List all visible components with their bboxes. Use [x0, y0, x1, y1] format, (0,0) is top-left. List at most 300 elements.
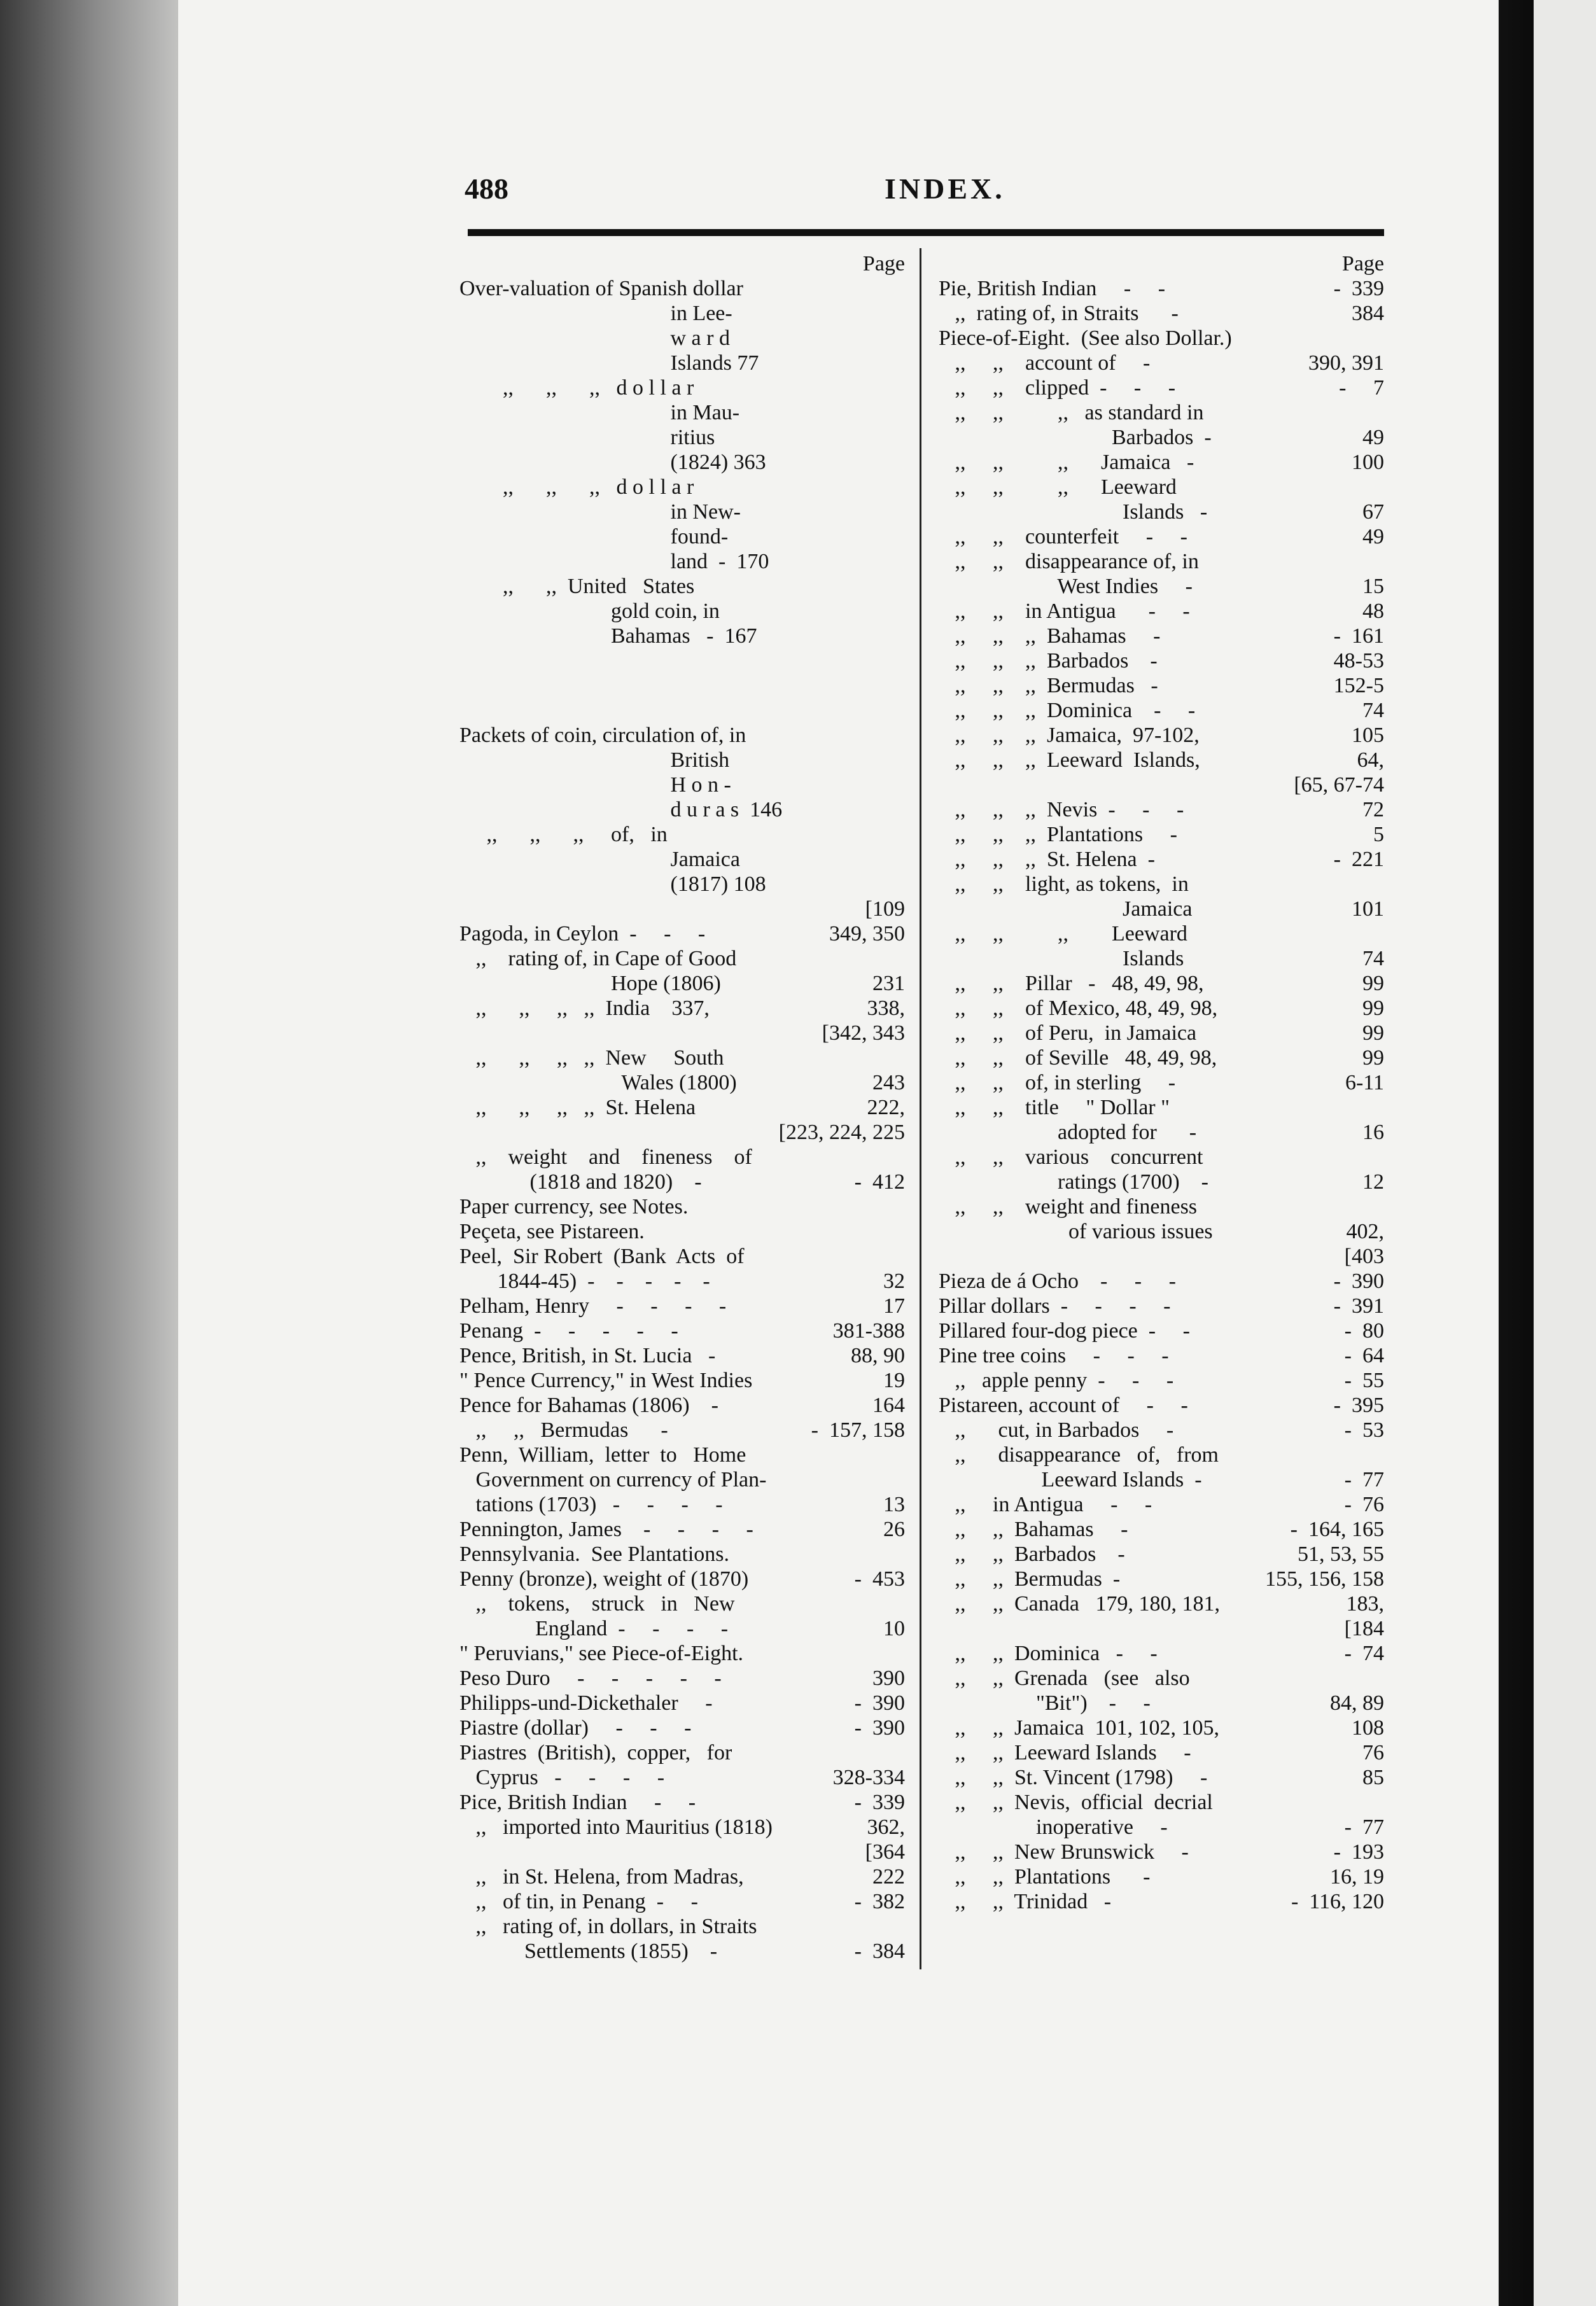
index-entry-line [459, 475, 905, 500]
entry-page-ref: 384 [1352, 302, 1384, 325]
index-entry-line [459, 897, 905, 921]
index-entry-line [459, 673, 905, 698]
entry-text: adopted for - [939, 1121, 1197, 1144]
index-entry-line [939, 797, 1384, 822]
index-entry-line [939, 301, 1384, 326]
entry-page-ref: [403 [1344, 1245, 1384, 1268]
entry-page-ref: 64, [1357, 748, 1384, 772]
entry-text: ,, ,, ,, ,, St. Helena [459, 1096, 696, 1119]
entry-page-ref: 12 [1362, 1170, 1384, 1194]
index-entry-line [459, 1939, 905, 1964]
page-number: 488 [465, 172, 508, 205]
index-entry-line [459, 1244, 905, 1269]
entry-text: ,, ,, light, as tokens, in [939, 872, 1189, 896]
index-entry-line [939, 748, 1384, 772]
index-entry-line [939, 375, 1384, 400]
entry-page-ref: 67 [1362, 500, 1384, 524]
index-entry-line [939, 1318, 1384, 1343]
entry-text: Peel, Sir Robert (Bank Acts of [459, 1245, 745, 1268]
entry-page-ref: - 116, 120 [1291, 1890, 1384, 1913]
entry-page-ref: - 77 [1344, 1468, 1384, 1492]
index-entry-line [939, 1740, 1384, 1765]
entry-page-ref: 51, 53, 55 [1298, 1542, 1384, 1566]
index-entry-line [459, 971, 905, 996]
entry-page-ref: 338, [867, 996, 905, 1020]
entry-text: Pistareen, account of - - [939, 1394, 1188, 1417]
index-entry-line [459, 822, 905, 847]
index-entry-line [939, 1492, 1384, 1517]
entry-text: (1817) 108 [459, 872, 766, 896]
entry-text: Barbados - [939, 426, 1212, 449]
entry-text: ,, ,, Pillar - 48, 49, 98, [939, 972, 1204, 995]
index-entry-line [459, 1889, 905, 1914]
index-entry-line [939, 1765, 1384, 1790]
index-entry-line [459, 698, 905, 723]
index-entry-line [459, 450, 905, 475]
entry-text: ,, ,, ,, Bahamas - [939, 624, 1161, 648]
entry-page-ref: 390, 391 [1308, 351, 1384, 375]
entry-page-ref: 402, [1346, 1220, 1384, 1243]
index-entry-line [939, 500, 1384, 524]
entry-text: Cyprus - - - - [459, 1766, 665, 1789]
index-entry-line [939, 1095, 1384, 1120]
entry-page-ref: 26 [883, 1518, 905, 1541]
entry-page-ref: - 164, 165 [1290, 1518, 1384, 1541]
index-entry-line [939, 1641, 1384, 1666]
index-entry-line [459, 1716, 905, 1740]
index-entry-line [939, 822, 1384, 847]
entry-page-ref: - 80 [1344, 1319, 1384, 1343]
entry-page-ref: 99 [1362, 1046, 1384, 1070]
index-entry-line [939, 1145, 1384, 1170]
index-entry-line [459, 772, 905, 797]
entry-text: Pennington, James - - - - [459, 1518, 753, 1541]
index-entry-line [459, 1194, 905, 1219]
index-entry-line [939, 921, 1384, 946]
index-entry-line [939, 1045, 1384, 1070]
entry-text: ,, ,, counterfeit - - [939, 525, 1187, 549]
index-entry-line [939, 847, 1384, 872]
entry-text: Over-valuation of Spanish dollar [459, 277, 743, 300]
entry-page-ref: 108 [1352, 1716, 1384, 1740]
entry-text: Paper currency, see Notes. [459, 1195, 689, 1219]
index-entry-line [939, 549, 1384, 574]
entry-text: ratings (1700) - [939, 1170, 1209, 1194]
entry-text: ,, ,, ,, ,, New South [459, 1046, 724, 1070]
index-entry-line [939, 1591, 1384, 1616]
index-entry-line [939, 1070, 1384, 1095]
entry-text: ritius [459, 426, 715, 449]
index-entry-line [939, 1616, 1384, 1641]
index-entry-line [939, 673, 1384, 698]
entry-page-ref: 15 [1362, 575, 1384, 598]
entry-text: Jamaica [459, 848, 740, 871]
entry-text: ,, ,, ,, d o l l a r [459, 475, 694, 499]
entry-page-ref: 84, 89 [1330, 1691, 1384, 1715]
entry-text: Packets of coin, circulation of, in [459, 723, 746, 747]
entry-text: in Lee- [459, 302, 732, 325]
entry-text: ,, ,, ,, Leeward [939, 922, 1187, 946]
index-entry-line [939, 872, 1384, 897]
entry-text: "Bit") - - [939, 1691, 1151, 1715]
index-entry-line [459, 1145, 905, 1170]
entry-text: tations (1703) - - - - [459, 1493, 723, 1516]
index-entry-line [459, 996, 905, 1021]
index-entry-line [939, 276, 1384, 301]
index-entry-line [939, 1194, 1384, 1219]
entry-page-ref: 101 [1352, 897, 1384, 921]
entry-page-ref: 48-53 [1333, 649, 1384, 673]
entry-text: Bahamas - 167 [459, 624, 757, 648]
entry-text: ,, ,, ,, as standard in [939, 401, 1204, 424]
index-entry-line [459, 648, 905, 673]
index-entry-line [459, 351, 905, 375]
entry-page-ref: - 77 [1344, 1815, 1384, 1839]
index-entry-line [459, 425, 905, 450]
entry-text: ,, ,, Grenada (see also [939, 1667, 1190, 1690]
entry-text: ,, ,, ,, ,, India 337, [459, 996, 710, 1020]
entry-text: Pence, British, in St. Lucia - [459, 1344, 716, 1367]
entry-page-ref: 100 [1352, 451, 1384, 474]
index-entry-line [939, 971, 1384, 996]
index-entry-line [459, 1170, 905, 1194]
entry-text: ,, ,, Bahamas - [939, 1518, 1128, 1541]
entry-page-ref: 32 [883, 1269, 905, 1293]
entry-page-ref: 222, [867, 1096, 905, 1119]
entry-page-ref: - 157, 158 [811, 1418, 905, 1442]
entry-page-ref: 16, 19 [1330, 1865, 1384, 1889]
entry-text: Jamaica [939, 897, 1193, 921]
index-entry-line [939, 1294, 1384, 1318]
index-entry-line [459, 1542, 905, 1567]
entry-page-ref: - 55 [1344, 1369, 1384, 1392]
entry-text: Islands 77 [459, 351, 759, 375]
entry-text: ,, ,, of Seville 48, 49, 98, [939, 1046, 1217, 1070]
entry-text: Leeward Islands - [939, 1468, 1202, 1492]
entry-page-ref: 6-11 [1345, 1071, 1384, 1094]
entry-text: in New- [459, 500, 741, 524]
index-entry-line [939, 723, 1384, 748]
entry-text: ,, rating of, in dollars, in Straits [459, 1915, 757, 1938]
index-entry-line [459, 1492, 905, 1517]
index-entry-line [939, 1368, 1384, 1393]
entry-text: ,, ,, various concurrent [939, 1145, 1203, 1169]
index-entry-line [939, 1021, 1384, 1045]
entry-text: ,, ,, ,, Barbados - [939, 649, 1158, 673]
entry-text: H o n - [459, 773, 731, 797]
entry-page-ref: 222 [872, 1865, 905, 1889]
entry-text: ,, ,, Jamaica 101, 102, 105, [939, 1716, 1219, 1740]
index-entry-line [459, 1641, 905, 1666]
index-entry-line [939, 648, 1384, 673]
index-entry-line [459, 797, 905, 822]
entry-text: " Pence Currency," in West Indies [459, 1369, 753, 1392]
entry-page-ref: 49 [1362, 426, 1384, 449]
entry-text: ,, ,, of Peru, in Jamaica [939, 1021, 1197, 1045]
entry-text: Pence for Bahamas (1806) - [459, 1394, 718, 1417]
index-entry-line [939, 1418, 1384, 1443]
entry-page-ref: - 161 [1333, 624, 1384, 648]
entry-text: Piastre (dollar) - - - [459, 1716, 692, 1740]
index-entry-line [459, 748, 905, 772]
entry-text: w a r d [459, 326, 730, 350]
entry-text: ,, ,, Barbados - [939, 1542, 1125, 1566]
left-index-column [459, 251, 905, 1964]
index-entry-line [939, 1567, 1384, 1591]
index-entry-line [939, 400, 1384, 425]
index-entry-line [939, 1542, 1384, 1567]
entry-text: ,, ,, Trinidad - [939, 1890, 1112, 1913]
entry-page-ref: - 193 [1333, 1840, 1384, 1864]
entry-page-ref: - 339 [854, 1791, 905, 1814]
entry-text: ,, ,, ,, Plantations - [939, 823, 1177, 846]
entry-page-ref: - 64 [1344, 1344, 1384, 1367]
entry-text: Pieza de á Ocho - - - [939, 1269, 1176, 1293]
entry-page-ref: - 76 [1344, 1493, 1384, 1516]
entry-text: ,, ,, of Mexico, 48, 49, 98, [939, 996, 1218, 1020]
entry-text: West Indies - [939, 575, 1193, 598]
entry-page-ref: 16 [1362, 1121, 1384, 1144]
entry-text: Pillared four-dog piece - - [939, 1319, 1190, 1343]
index-entry-line [459, 723, 905, 748]
entry-page-ref: 13 [883, 1493, 905, 1516]
entry-text: ,, rating of, in Straits - [939, 302, 1179, 325]
entry-text: Piece-of-Eight. (See also Dollar.) [939, 326, 1232, 350]
entry-page-ref: 74 [1362, 699, 1384, 722]
index-entry-line [459, 1591, 905, 1616]
index-entry-line [459, 921, 905, 946]
index-entry-line [459, 1840, 905, 1864]
entry-text: Penang - - - - - [459, 1319, 678, 1343]
index-entry-line [459, 1095, 905, 1120]
index-entry-line [459, 1740, 905, 1765]
entry-page-ref: - 390 [1333, 1269, 1384, 1293]
index-entry-line [939, 1517, 1384, 1542]
entry-text: d u r a s 146 [459, 798, 783, 821]
entry-page-ref: 10 [883, 1617, 905, 1640]
index-entry-line [459, 524, 905, 549]
index-entry-line [459, 1368, 905, 1393]
entry-text: land - 170 [459, 550, 769, 573]
entry-text: Settlements (1855) - [459, 1939, 718, 1963]
entry-text: ,, ,, ,, Dominica - - [939, 699, 1196, 722]
index-entry-line [939, 1269, 1384, 1294]
index-entry-line [459, 276, 905, 301]
entry-page-ref: [364 [865, 1840, 905, 1864]
index-entry-line [939, 524, 1384, 549]
entry-page-ref: 381-388 [832, 1319, 905, 1343]
entry-page-ref: [342, 343 [822, 1021, 905, 1045]
index-entry-line [939, 1790, 1384, 1815]
entry-text: ,, ,, Leeward Islands - [939, 1741, 1191, 1764]
index-entry-line [459, 847, 905, 872]
entry-page-ref: 183, [1346, 1592, 1384, 1616]
entry-page-ref: - 384 [854, 1939, 905, 1963]
index-entry-line [459, 1914, 905, 1939]
entry-text: ,, of tin, in Penang - - [459, 1890, 698, 1913]
entry-page-ref: [184 [1344, 1617, 1384, 1640]
entry-page-ref: 74 [1362, 947, 1384, 970]
entry-text: (1824) 363 [459, 451, 766, 474]
entry-page-ref: 48 [1362, 599, 1384, 623]
index-entry-line [939, 450, 1384, 475]
index-entry-line [939, 425, 1384, 450]
index-entry-line [939, 996, 1384, 1021]
entry-page-ref: 155, 156, 158 [1265, 1567, 1384, 1591]
index-entry-line [939, 624, 1384, 648]
index-entry-line [939, 1840, 1384, 1864]
column-divider [920, 248, 921, 1969]
entry-page-ref: - 339 [1333, 277, 1384, 300]
entry-text: Pagoda, in Ceylon - - - [459, 922, 706, 946]
index-entry-line [939, 326, 1384, 351]
entry-page-ref: 152-5 [1333, 674, 1384, 697]
index-entry-line [939, 772, 1384, 797]
entry-page-ref: 19 [883, 1369, 905, 1392]
entry-page-ref: 17 [883, 1294, 905, 1318]
index-entry-line [459, 500, 905, 524]
entry-page-ref: 164 [872, 1394, 905, 1417]
index-entry-line [459, 624, 905, 648]
entry-page-ref: - 453 [854, 1567, 905, 1591]
index-entry-line [939, 1864, 1384, 1889]
index-entry-line [939, 946, 1384, 971]
entry-page-ref: 105 [1352, 723, 1384, 747]
entry-text: gold coin, in [459, 599, 720, 623]
entry-text: Wales (1800) [459, 1071, 737, 1094]
index-entry-line [459, 1219, 905, 1244]
entry-text: ,, ,, weight and fineness [939, 1195, 1198, 1219]
index-entry-line [939, 475, 1384, 500]
entry-text: Pelham, Henry - - - - [459, 1294, 727, 1318]
entry-text: Pillar dollars - - - - [939, 1294, 1171, 1318]
entry-text: (1818 and 1820) - [459, 1170, 702, 1194]
entry-text: 1844-45) - - - - - [459, 1269, 710, 1293]
entry-page-ref: 328-334 [832, 1766, 905, 1789]
entry-text: Peçeta, see Pistareen. [459, 1220, 645, 1243]
entry-text: Hope (1806) [459, 972, 721, 995]
entry-text: Penny (bronze), weight of (1870) [459, 1567, 749, 1591]
index-entry-line [939, 1815, 1384, 1840]
entry-text: Pine tree coins - - - [939, 1344, 1169, 1367]
index-entry-line [939, 1889, 1384, 1914]
entry-text: ,, ,, Dominica - - [939, 1642, 1158, 1665]
entry-page-ref: - 221 [1333, 848, 1384, 871]
index-entry-line [459, 1567, 905, 1591]
index-entry-line [459, 1045, 905, 1070]
index-entry-line [939, 1393, 1384, 1418]
entry-text: ,, weight and fineness of [459, 1145, 752, 1169]
entry-text: ,, in Antigua - - [939, 1493, 1152, 1516]
entry-text: ,, ,, ,, St. Helena - [939, 848, 1155, 871]
entry-text: ,, ,, account of - [939, 351, 1151, 375]
index-entry-line [459, 375, 905, 400]
index-entry-line [459, 872, 905, 897]
index-entry-line [939, 599, 1384, 624]
entry-text: found- [459, 525, 729, 549]
entry-text: ,, ,, ,, d o l l a r [459, 376, 694, 400]
running-head: INDEX. [885, 172, 1005, 205]
entry-page-ref: - 390 [854, 1691, 905, 1715]
index-entry-line [459, 1418, 905, 1443]
entry-text: Pice, British Indian - - [459, 1791, 696, 1814]
entry-text: ,, ,, Plantations - [939, 1865, 1151, 1889]
entry-text: Penn, William, letter to Home [459, 1443, 746, 1467]
page-column-label: Page [862, 252, 905, 276]
entry-text: Philipps-und-Dickethaler - [459, 1691, 713, 1715]
index-entry-line [939, 1467, 1384, 1492]
index-entry-line [459, 946, 905, 971]
index-entry-line [939, 1219, 1384, 1244]
index-entry-line [459, 1393, 905, 1418]
entry-page-ref: 99 [1362, 1021, 1384, 1045]
entry-text: ,, ,, clipped - - - [939, 376, 1176, 400]
entry-text: ,, ,, Bermudas - [939, 1567, 1121, 1591]
header-rule [468, 229, 1384, 236]
entry-page-ref: 243 [872, 1071, 905, 1094]
entry-text: ,, ,, ,, Leeward Islands, [939, 748, 1200, 772]
entry-text: ,, in St. Helena, from Madras, [459, 1865, 744, 1889]
entry-page-ref: 49 [1362, 525, 1384, 549]
index-entry-line [939, 897, 1384, 921]
entry-text: in Mau- [459, 401, 740, 424]
entry-text: ,, ,, in Antigua - - [939, 599, 1190, 623]
entry-text: ,, rating of, in Cape of Good [459, 947, 737, 970]
entry-page-ref: 88, 90 [851, 1344, 905, 1367]
entry-text: ,, ,, of, in sterling - [939, 1071, 1176, 1094]
index-entry-line [459, 549, 905, 574]
entry-text: Islands [939, 947, 1184, 970]
entry-text: ,, ,, ,, Jamaica, 97-102, [939, 723, 1200, 747]
index-entry-line [459, 1070, 905, 1095]
index-entry-line [459, 599, 905, 624]
index-entry-line [459, 1815, 905, 1840]
index-entry-line [459, 1443, 905, 1467]
entry-page-ref: - 74 [1344, 1642, 1384, 1665]
index-entry-line [939, 1691, 1384, 1716]
right-index-column [939, 251, 1384, 1914]
index-entry-line [459, 1864, 905, 1889]
entry-text: ,, ,, ,, Bermudas - [939, 674, 1158, 697]
page-column-label: Page [1341, 252, 1384, 276]
index-entry-line [939, 1170, 1384, 1194]
index-entry-line [459, 1467, 905, 1492]
entry-text: British [459, 748, 730, 772]
index-entry-line [459, 1269, 905, 1294]
index-entry-line [939, 574, 1384, 599]
entry-page-ref: 72 [1362, 798, 1384, 821]
entry-text: Pennsylvania. See Plantations. [459, 1542, 730, 1566]
entry-text: ,, ,, United States [459, 575, 695, 598]
index-entry-line [939, 1716, 1384, 1740]
entry-page-ref: 231 [872, 972, 905, 995]
index-entry-line [459, 1120, 905, 1145]
entry-page-ref: [65, 67-74 [1294, 773, 1384, 797]
index-entry-line [459, 1294, 905, 1318]
entry-page-ref: 390 [872, 1667, 905, 1690]
entry-text: ,, ,, title " Dollar " [939, 1096, 1170, 1119]
entry-text: ,, ,, ,, Nevis - - - [939, 798, 1184, 821]
index-entry-line [459, 1666, 905, 1691]
index-entry-line [459, 1343, 905, 1368]
entry-page-ref: [109 [865, 897, 905, 921]
entry-text: Piastres (British), copper, for [459, 1741, 732, 1764]
index-entry-line [459, 301, 905, 326]
facing-page-strip [1534, 0, 1596, 2306]
entry-text: ,, ,, ,, of, in [459, 823, 668, 846]
entry-text: England - - - - [459, 1617, 729, 1640]
entry-page-ref: 99 [1362, 996, 1384, 1020]
